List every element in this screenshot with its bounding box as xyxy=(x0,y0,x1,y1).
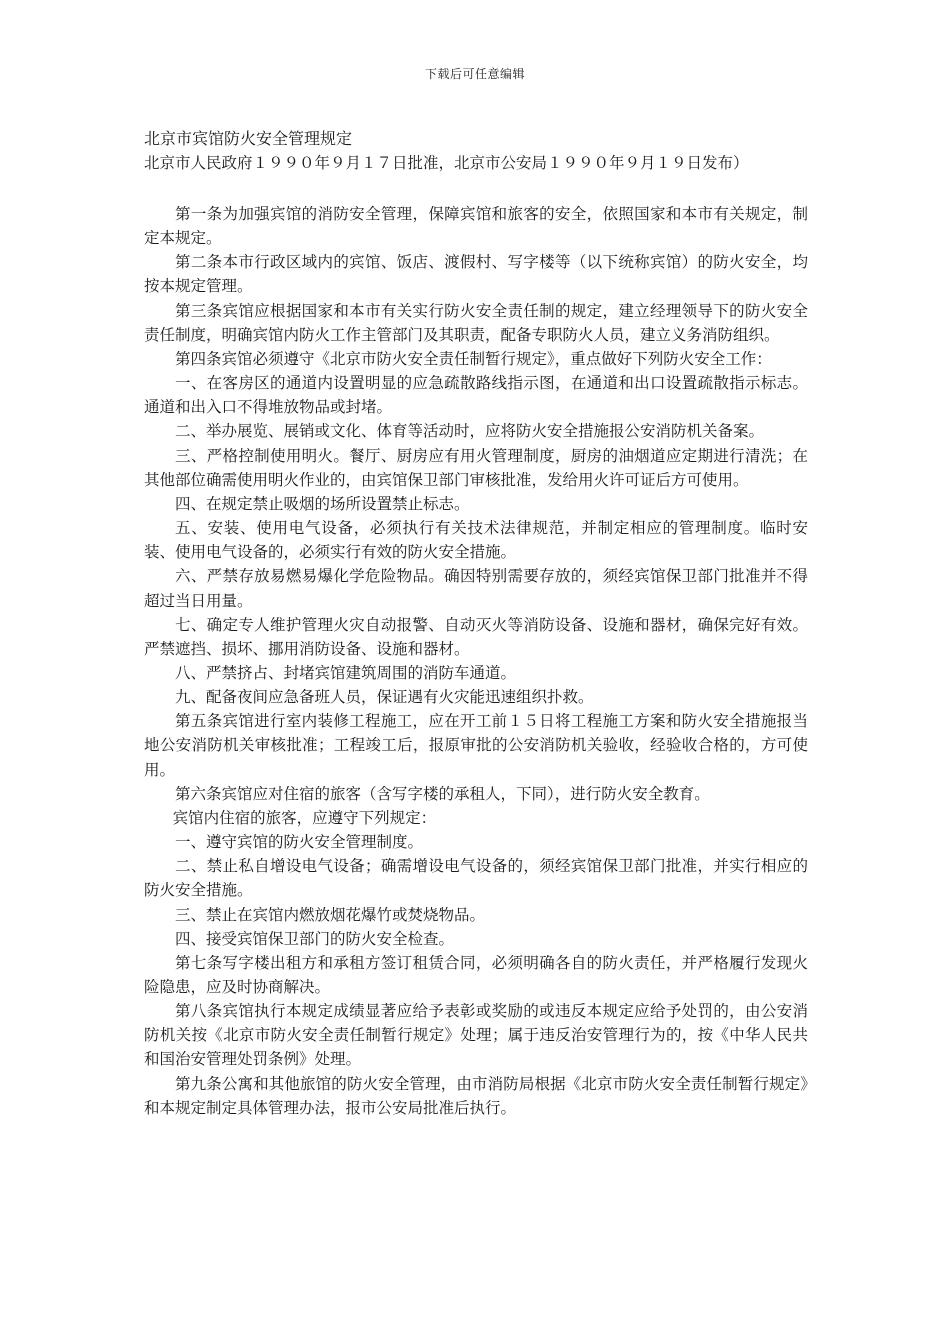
article-1-paragraph: 第一条为加强宾馆的消防安全管理，保障宾馆和旅客的安全，依照国家和本市有关规定，制定本规定。 xyxy=(144,205,808,248)
article-6-paragraph: 第六条宾馆应对住宿的旅客（含写字楼的承租人，下同），进行防火安全教育。 xyxy=(175,784,710,803)
guest-rule-1: 一、遵守宾馆的防火安全管理制度。 xyxy=(175,833,424,852)
header-note: 下载后可任意编辑 xyxy=(424,67,525,81)
document-body xyxy=(144,202,808,1120)
article-4-item-7: 七、确定专人维护管理火灾自动报警、自动灭火等消防设备、设施和器材，确保完好有效。严禁遮挡、损坏、挪用消防设备、设施和器材。 xyxy=(144,615,808,658)
article-9-paragraph: 第九条公寓和其他旅馆的防火安全管理，由市消防局根据《北京市防火安全责任制暂行规定》和本规定制定具体管理办法，报市公安局批准后执行。 xyxy=(144,1074,808,1117)
guest-rules-intro: 宾馆内住宿的旅客，应遵守下列规定： xyxy=(172,808,437,827)
article-2-paragraph: 第二条本市行政区域内的宾馆、饭店、渡假村、写字楼等（以下统称宾馆）的防火安全，均按本规定管理。 xyxy=(144,253,808,296)
article-4-item-9: 九、配备夜间应急备班人员，保证遇有火灾能迅速组织扑救。 xyxy=(175,688,594,707)
article-5-paragraph: 第五条宾馆进行室内装修工程施工，应在开工前１５日将工程施工方案和防火安全措施报当地公安消防机关审核批准；工程竣工后，报原审批的公安消防机关验收，经验收合格的，方可使用。 xyxy=(144,712,808,779)
document-title: 北京市宾馆防火安全管理规定 xyxy=(144,129,353,148)
article-4-item-4: 四、在规定禁止吸烟的场所设置禁止标志。 xyxy=(175,494,470,513)
article-8-paragraph: 第八条宾馆执行本规定成绩显著应给予表彰或奖励的或违反本规定应给予处罚的，由公安消防机关按《北京市防火安全责任制暂行规定》处理；属于违反治安管理行为的，按《中华人民共和国治安管理处罚条例》处理。 xyxy=(144,1002,808,1069)
guest-rule-2: 二、禁止私自增设电气设备；确需增设电气设备的，须经宾馆保卫部门批准，并实行相应的防火安全措施。 xyxy=(144,857,808,900)
article-4-item-8: 八、严禁挤占、封堵宾馆建筑周围的消防车通道。 xyxy=(175,663,517,682)
article-4-item-6: 六、严禁存放易燃易爆化学危险物品。确因特别需要存放的，须经宾馆保卫部门批准并不得超过当日用量。 xyxy=(144,567,808,610)
guest-rule-3: 三、禁止在宾馆内燃放烟花爆竹或焚烧物品。 xyxy=(175,905,486,924)
guest-rule-4: 四、接受宾馆保卫部门的防火安全检查。 xyxy=(175,929,455,948)
document-subtitle: 北京市人民政府１９９０年９月１７日批准，北京市公安局１９９０年９月１９日发布） xyxy=(144,154,749,172)
article-4-item-3: 三、严格控制使用明火。餐厅、厨房应有用火管理制度，厨房的油烟道应定期进行清洗；在其他部位确需使用明火作业的，由宾馆保卫部门审核批准，发给用火许可证后方可使用。 xyxy=(144,446,808,489)
article-7-paragraph: 第七条写字楼出租方和承租方签订租赁合同，必须明确各自的防火责任，并严格履行发现火险隐患，应及时协商解决。 xyxy=(144,953,808,996)
article-3-paragraph: 第三条宾馆应根据国家和本市有关实行防火安全责任制的规定，建立经理领导下的防火安全责任制度，明确宾馆内防火工作主管部门及其职责，配备专职防火人员，建立义务消防组织。 xyxy=(144,301,808,344)
article-4-item-5: 五、安装、使用电气设备，必须执行有关技术法律规范，并制定相应的管理制度。临时安装、使用电气设备的，必须实行有效的防火安全措施。 xyxy=(144,519,808,562)
article-4-item-2: 二、举办展览、展销或文化、体育等活动时，应将防火安全措施报公安消防机关备案。 xyxy=(175,422,765,441)
article-4-paragraph: 第四条宾馆必须遵守《北京市防火安全责任制暂行规定》，重点做好下列防火安全工作： xyxy=(175,349,772,368)
article-4-item-1: 一、在客房区的通道内设置明显的应急疏散路线指示图，在通道和出口设置疏散指示标志。通道和出入口不得堆放物品或封堵。 xyxy=(144,374,808,417)
